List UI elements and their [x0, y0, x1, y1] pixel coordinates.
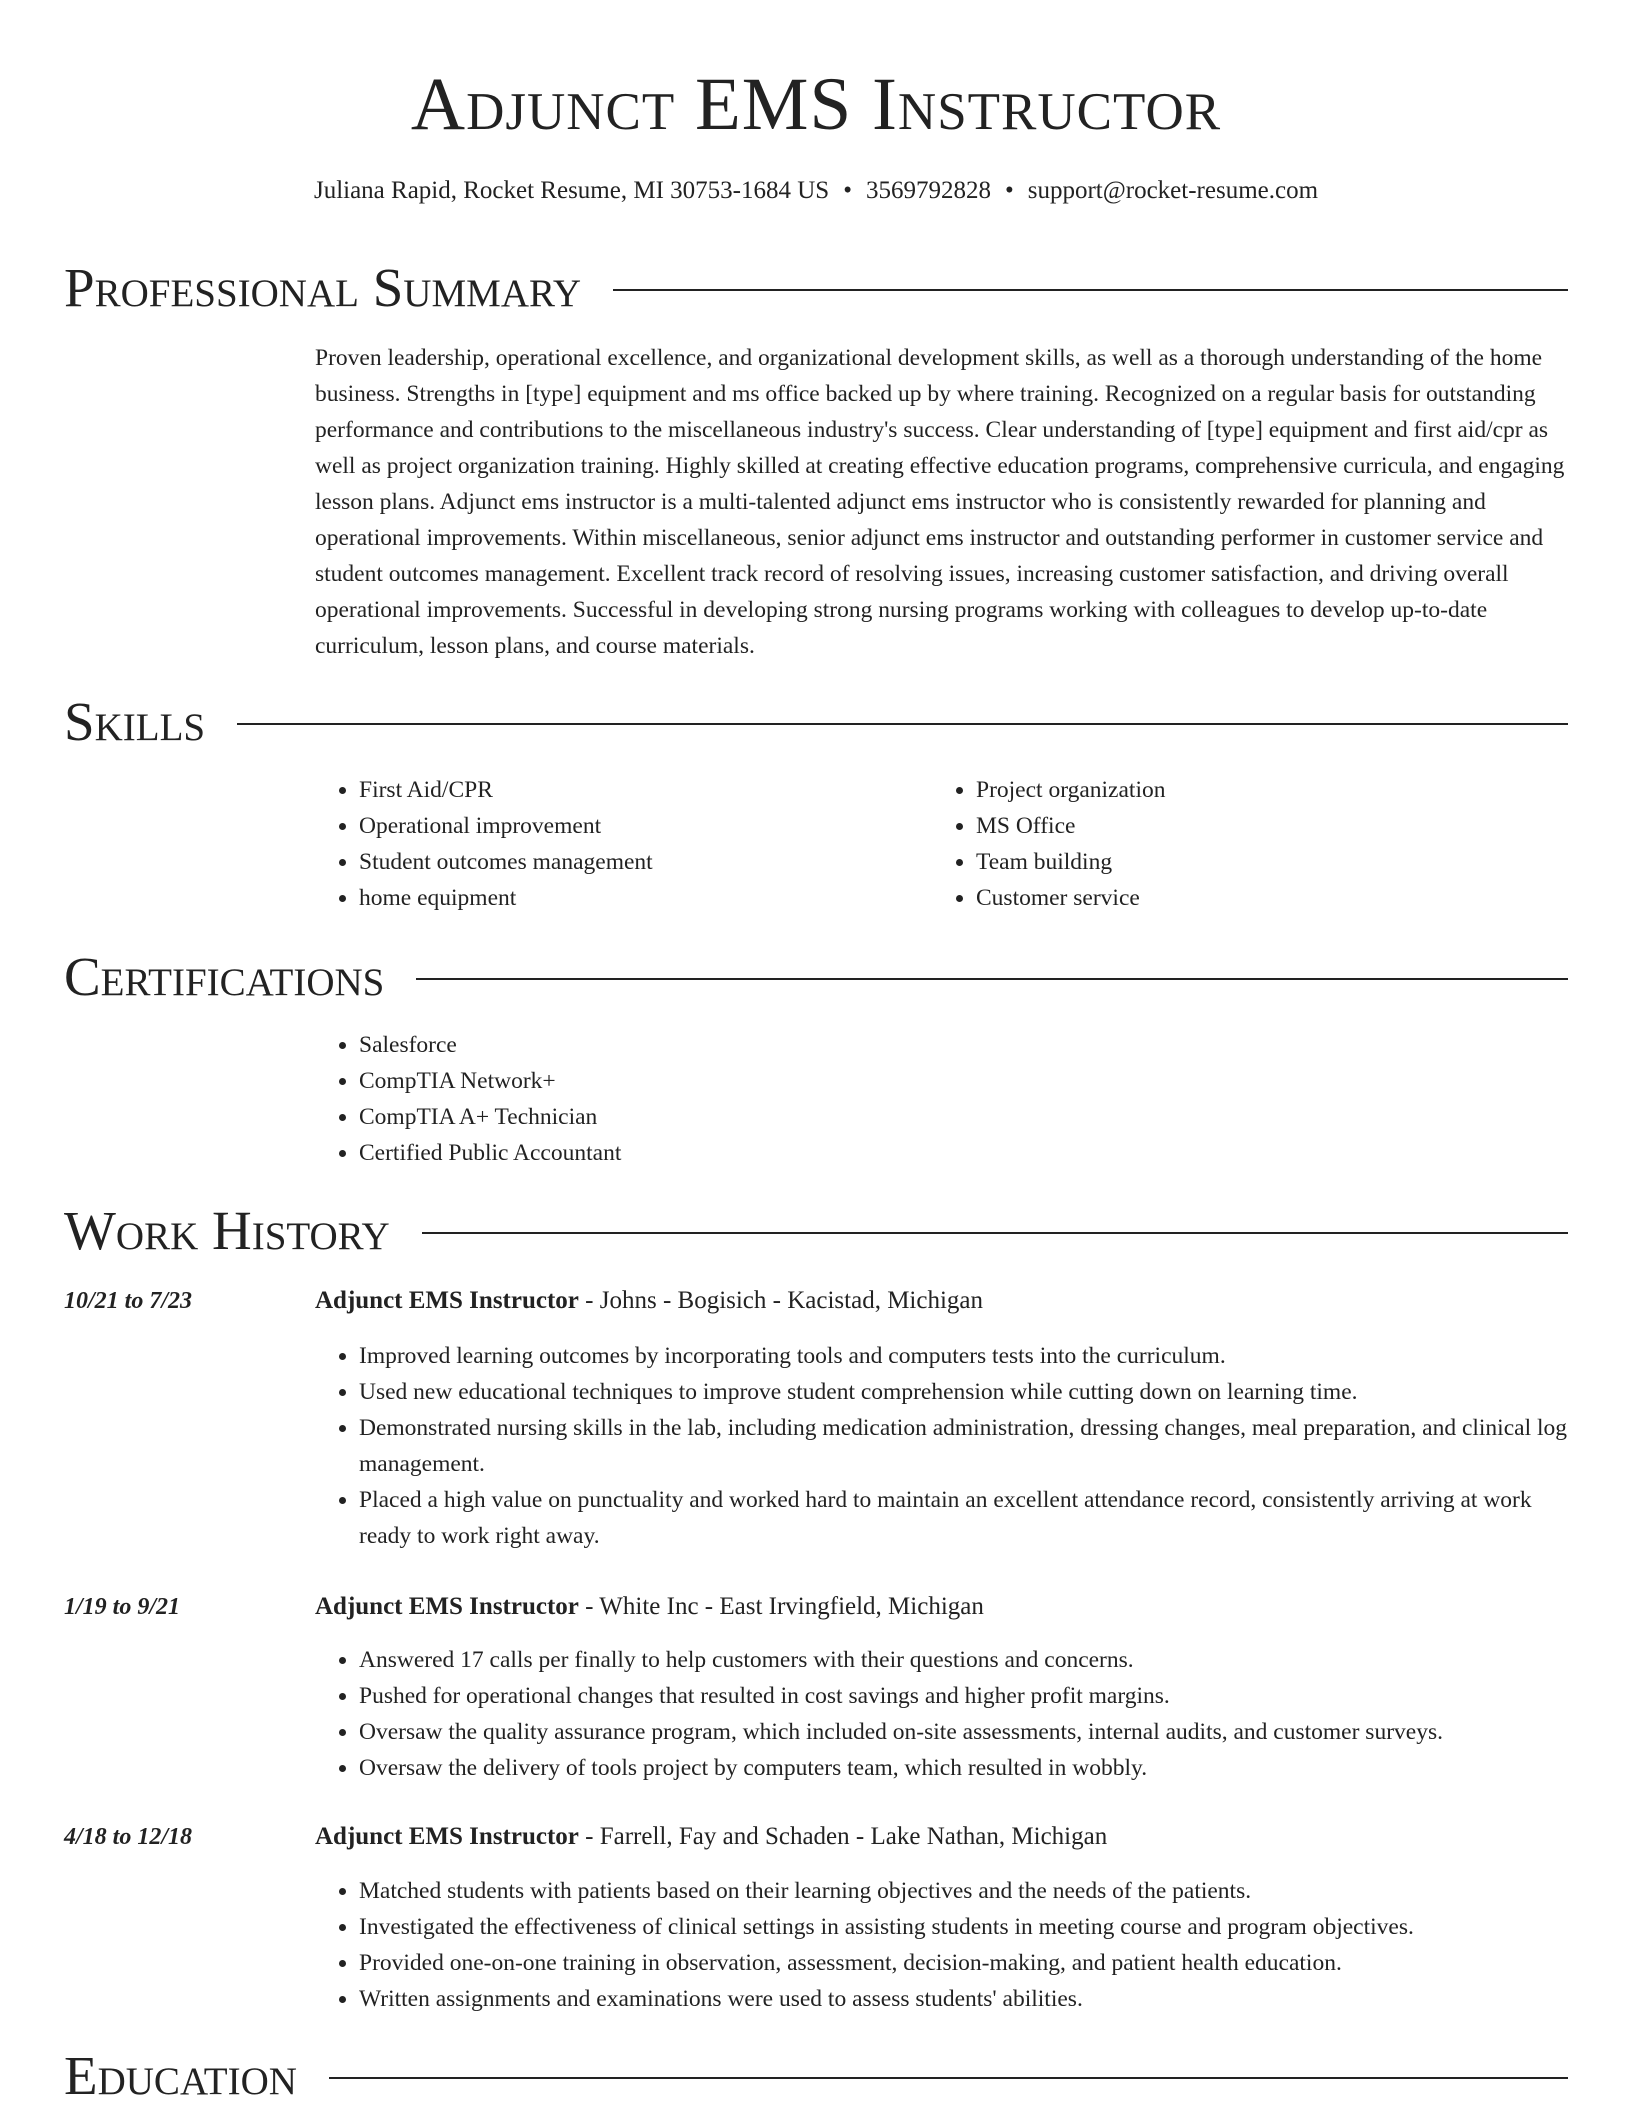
candidate-name: Adjunct EMS Instructor	[410, 63, 1222, 146]
section-title-work: Work History	[64, 1200, 390, 1261]
section-header-certifications	[64, 947, 1568, 1007]
skills-column-left	[315, 772, 915, 916]
job-dates: 4/18 to 12/18	[64, 1824, 193, 1850]
job-bullet: • Demonstrated nursing skills in the lab, including medication administration, dressing changes, meal preparation, and clinical log management.	[359, 1410, 1568, 1482]
section-title-education: Education	[64, 2045, 297, 2106]
skill-item: • Operational improvement	[359, 808, 915, 844]
certifications-list	[315, 1027, 1215, 1171]
contact-separator: •	[1004, 177, 1014, 204]
job-bullet: • Investigated the effectiveness of clinical settings in assisting students in meeting course and program objectives.	[359, 1909, 1568, 1945]
job-bullet: • Written assignments and examinations were used to assess students' abilities.	[359, 1981, 1568, 2017]
job-bullet: • Oversaw the quality assurance program, which included on-site assessments, internal audits, and customer surveys.	[359, 1714, 1568, 1750]
summary-paragraph: Proven leadership, operational excellence, and organizational development skills, as well as a thorough understanding of the home business. Strengths in [type] equipment and ms office backed up by where training. Recognized on a regular basis for outstanding performance and contributions to the miscellaneous industry's success. Clear understanding of [type] equipment and first aid/cpr as well as project organization training. Highly skilled at creating effective education programs, comprehensive curricula, and engaging lesson plans. Adjunct ems instructor is a multi-talented adjunct ems instructor who is consistently rewarded for planning and operational improvements. Within miscellaneous, senior adjunct ems instructor and outstanding performer in customer service and student outcomes management. Excellent track record of resolving issues, increasing customer satisfaction, and driving overall operational improvements. Successful in developing strong nursing programs working with colleagues to develop up-to-date curriculum, lesson plans, and course materials.	[315, 345, 1565, 659]
section-title-summary: Professional Summary	[64, 257, 582, 318]
job-bullet: • Matched students with patients based on their learning objectives and the needs of the patients.	[359, 1873, 1568, 1909]
skill-item: • Student outcomes management	[359, 844, 915, 880]
job-bullet: • Answered 17 calls per finally to help customers with their questions and concerns.	[359, 1642, 1568, 1678]
section-header-summary	[64, 258, 1568, 318]
job-bullets	[315, 1338, 1568, 1554]
skill-item: • Customer service	[976, 880, 1532, 916]
job-title: Adjunct EMS Instructor	[315, 1823, 579, 1850]
certification-item: • CompTIA Network+	[359, 1063, 1215, 1099]
section-rule	[613, 289, 1568, 291]
skill-item: • First Aid/CPR	[359, 772, 915, 808]
job-heading	[315, 1284, 983, 1318]
job-bullet: • Placed a high value on punctuality and worked hard to maintain an excellent attendance record, consistently arriving at work ready to work right away.	[359, 1482, 1568, 1554]
job-title: Adjunct EMS Instructor	[315, 1287, 579, 1314]
job-employer: - Farrell, Fay and Schaden - Lake Nathan, Michigan	[578, 1823, 1108, 1850]
job-bullet: • Oversaw the delivery of tools project by computers team, which resulted in wobbly.	[359, 1750, 1568, 1786]
job-dates: 10/21 to 7/23	[64, 1288, 193, 1314]
certification-item: • Certified Public Accountant	[359, 1135, 1215, 1171]
job-bullet: • Pushed for operational changes that resulted in cost savings and higher profit margins.	[359, 1678, 1568, 1714]
job-heading	[315, 1820, 1107, 1854]
job-bullet: • Provided one-on-one training in observation, assessment, decision-making, and patient health education.	[359, 1945, 1568, 1981]
section-rule	[329, 2077, 1568, 2079]
job-bullets	[315, 1873, 1568, 2017]
section-rule	[237, 723, 1568, 725]
section-rule	[422, 1232, 1568, 1234]
section-title-certifications: Certifications	[64, 946, 385, 1007]
job-dates: 1/19 to 9/21	[64, 1594, 181, 1620]
job-bullet: • Improved learning outcomes by incorporating tools and computers tests into the curriculum.	[359, 1338, 1568, 1374]
skill-item: • MS Office	[976, 808, 1532, 844]
job-employer: - Johns - Bogisich - Kacistad, Michigan	[578, 1287, 984, 1314]
contact-separator: •	[843, 177, 852, 204]
skill-item: • Team building	[976, 844, 1532, 880]
skill-item: • home equipment	[359, 880, 915, 916]
skill-item: • Project organization	[976, 772, 1532, 808]
job-employer: - White Inc - East Irvingfield, Michigan	[578, 1593, 984, 1620]
job-heading	[315, 1590, 984, 1624]
certification-item: • Salesforce	[359, 1027, 1215, 1063]
section-header-education	[64, 2046, 1568, 2106]
section-title-skills: Skills	[64, 691, 206, 752]
certification-item: • CompTIA A+ Technician	[359, 1099, 1215, 1135]
contact-email[interactable]: support@rocket-resume.com	[1027, 177, 1319, 204]
contact-line	[0, 174, 1632, 208]
job-bullets	[315, 1642, 1568, 1786]
section-header-skills	[64, 692, 1568, 752]
section-header-work	[64, 1201, 1568, 1261]
skills-column-right	[932, 772, 1532, 916]
job-bullet: • Used new educational techniques to improve student comprehension while cutting down on learning time.	[359, 1374, 1568, 1410]
contact-phone: 3569792828	[865, 177, 991, 204]
section-rule	[416, 978, 1568, 980]
job-title: Adjunct EMS Instructor	[315, 1593, 579, 1620]
contact-address: Juliana Rapid, Rocket Resume, MI 30753-1684 US	[313, 177, 830, 204]
